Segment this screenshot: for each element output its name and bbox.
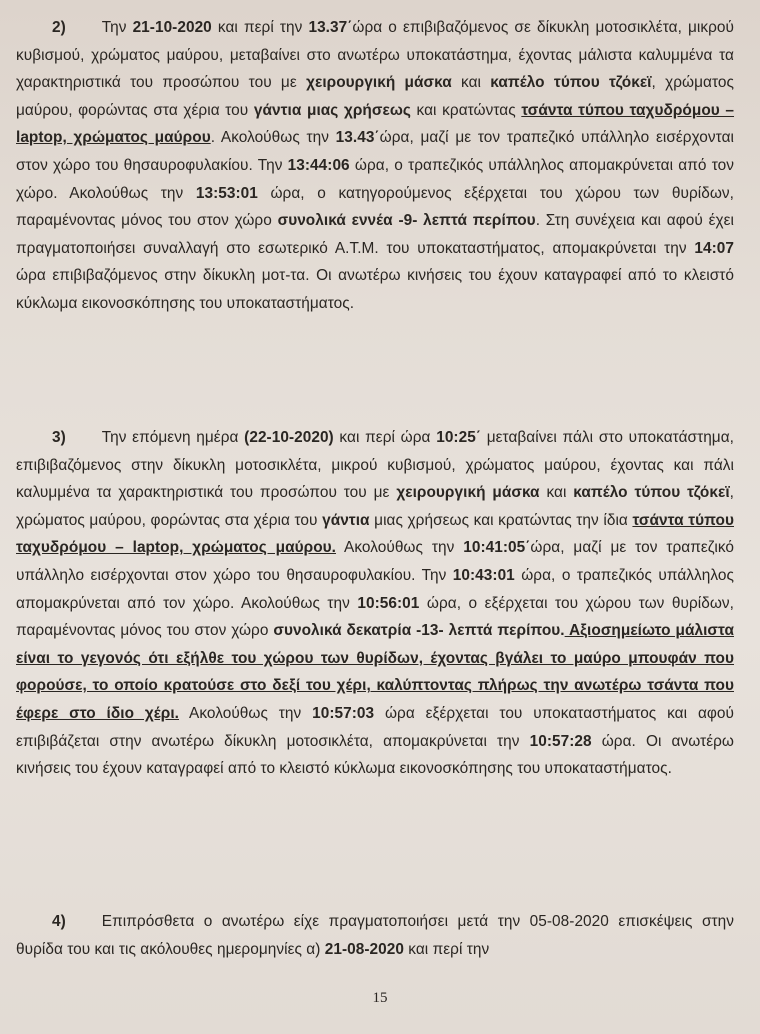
bold-text: χειρουργική μάσκα bbox=[306, 74, 452, 92]
text: ώρα ο επιβιβαζόμενος σε δίκυκλη μοτοσικλέτα, μικρού κυβισμού, χρώματος μαύρου, μεταβαίνει στο ανωτέρω υποκατάστημα, έχοντας μάλιστα καλυμμένα τα χαρακτηριστικά του προσώπου του με bbox=[16, 19, 734, 92]
time: 13:53:01 bbox=[195, 184, 258, 202]
time: 10:57:28 bbox=[529, 732, 592, 750]
text: ώρα εξέρχεται του υποκαταστήματος και αφού επιβιβάζεται στην ανωτέρω δίκυκλη μοτοσικλέτα, απομακρύνεται την bbox=[16, 704, 734, 750]
time: 10:43:01 bbox=[452, 566, 515, 584]
time: 10:56:01 bbox=[357, 594, 420, 612]
text: Ακολούθως την bbox=[336, 539, 464, 557]
time: 10:57:03 bbox=[312, 704, 375, 722]
text: ώρα, ο τραπεζικός υπάλληλος απομακρύνεται από τον χώρο. Ακολούθως την bbox=[16, 156, 734, 202]
text: . Στη συνέχεια και αφού έχει πραγματοποιήσει συναλλαγή στο εσωτερικό Α.Τ.Μ. του υποκαταστήματος, απομακρύνεται την bbox=[16, 212, 734, 257]
text: μεταβαίνει πάλι στο υποκατάστημα, επιβιβαζόμενος στην δίκυκλη μοτοσικλέτα, μικρού κυβισμού, χρώματος μαύρου, έχοντας και πάλι καλυμμένα τα χαρακτηριστικά του προσώπου του με bbox=[16, 429, 734, 502]
underlined-bold-text: Αξιοσημείωτο μάλιστα είναι το γεγονός ότι εξήλθε του χώρου των θυρίδων, έχοντας βγάλει το μαύρο μπουφάν που φορούσε, το οποίο κρατούσε στο δεξί του χέρι, καλύπτοντας πλήρως την ανωτέρω τσάντα που έφερε στο ίδιο χέρι. bbox=[16, 622, 734, 722]
date: (22-10-2020) bbox=[244, 429, 334, 446]
text: Ακολούθως την bbox=[179, 704, 313, 722]
text: ώρα, μαζί με τον τραπεζικό υπάλληλο εισέρχονται στον χώρο του θησαυροφυλακίου. Την bbox=[16, 539, 734, 584]
text: ώρα, μαζί με τον τραπεζικό υπάλληλο εισέρχονται στον χώρο του θησαυροφυλακίου. Την bbox=[16, 129, 734, 174]
text: και κρατώντας bbox=[410, 101, 522, 119]
paragraph-section-2 bbox=[16, 14, 734, 318]
text: ώρα, ο εξέρχεται του χώρου των θυρίδων, παραμένοντας μόνος του στον χώρο bbox=[16, 594, 735, 640]
section-number: 3) bbox=[52, 429, 66, 446]
text: , χρώματος μαύρου, φορώντας στα χέρια του bbox=[16, 484, 734, 529]
text: ώρα, ο τραπεζικός υπάλληλος απομακρύνεται από τον χώρο. Ακολούθως την bbox=[16, 566, 734, 612]
underlined-bold-text: τσάντα τύπου ταχυδρόμου – laptop, χρώματος μαύρου. bbox=[16, 511, 734, 557]
page-number: 15 bbox=[372, 990, 388, 1006]
bold-text: καπέλο τύπου τζόκεϊ bbox=[490, 74, 652, 92]
text: Την bbox=[101, 19, 133, 36]
time: 13.37΄ bbox=[308, 19, 353, 36]
text: και περί την bbox=[403, 940, 490, 958]
paragraph-section-3 bbox=[16, 424, 734, 783]
bold-text: γάντια μιας χρήσεως bbox=[253, 101, 411, 119]
text: και bbox=[539, 484, 574, 502]
text: μιας χρήσεως και κρατώντας την ίδια bbox=[369, 511, 633, 529]
paragraph-section-4 bbox=[16, 908, 734, 963]
bold-text: συνολικά δεκατρία -13- λεπτά περίπου. bbox=[273, 622, 565, 640]
bold-text: καπέλο τύπου τζόκεϊ bbox=[573, 484, 730, 502]
date: 21-08-2020 bbox=[324, 940, 404, 958]
date: 21-10-2020 bbox=[132, 19, 212, 36]
text: και περί ώρα bbox=[333, 429, 437, 446]
time: 13.43΄ bbox=[335, 129, 380, 147]
text: ώρα. Οι ανωτέρω κινήσεις του έχουν καταγραφεί από το κλειστό κύκλωμα εικονοσκόπησης του υποκαταστήματος. bbox=[16, 732, 734, 778]
time: 13:44:06 bbox=[287, 156, 350, 174]
text: ώρα επιβιβαζόμενος στην δίκυκλη μοτ-τα. Οι ανωτέρω κινήσεις του έχουν καταγραφεί από το κλειστό κύκλωμα εικονοσκόπησης του υποκαταστήματος. bbox=[16, 267, 734, 312]
section-number: 4) bbox=[52, 913, 66, 930]
bold-text: γάντια bbox=[322, 511, 370, 529]
bold-text: χειρουργική μάσκα bbox=[396, 484, 540, 502]
text: και bbox=[451, 74, 491, 92]
time: 10:25΄ bbox=[436, 429, 481, 446]
underlined-bold-text: τσάντα τύπου ταχυδρόμου – laptop, χρώματος μαύρου bbox=[16, 101, 735, 147]
section-number: 2) bbox=[52, 19, 66, 36]
text: Επιπρόσθετα ο ανωτέρω είχε πραγματοποιήσει μετά την 05-08-2020 επισκέψεις στην θυρίδα του και τις ακόλουθες ημερομηνίες α) bbox=[16, 913, 734, 958]
time: 14:07 bbox=[694, 239, 734, 257]
text: Την επόμενη ημέρα bbox=[101, 429, 245, 446]
text: και περί την bbox=[211, 19, 309, 36]
time: 10:41:05΄ bbox=[463, 539, 531, 557]
bold-text: συνολικά εννέα -9- λεπτά περίπου bbox=[277, 212, 536, 230]
text: . Ακολούθως την bbox=[210, 129, 336, 147]
text: ώρα, ο κατηγορούμενος εξέρχεται του χώρου των θυρίδων, παραμένοντας μόνος του στον χώρο bbox=[16, 184, 734, 230]
text: , χρώματος μαύρου, φορώντας στα χέρια του bbox=[16, 74, 734, 119]
